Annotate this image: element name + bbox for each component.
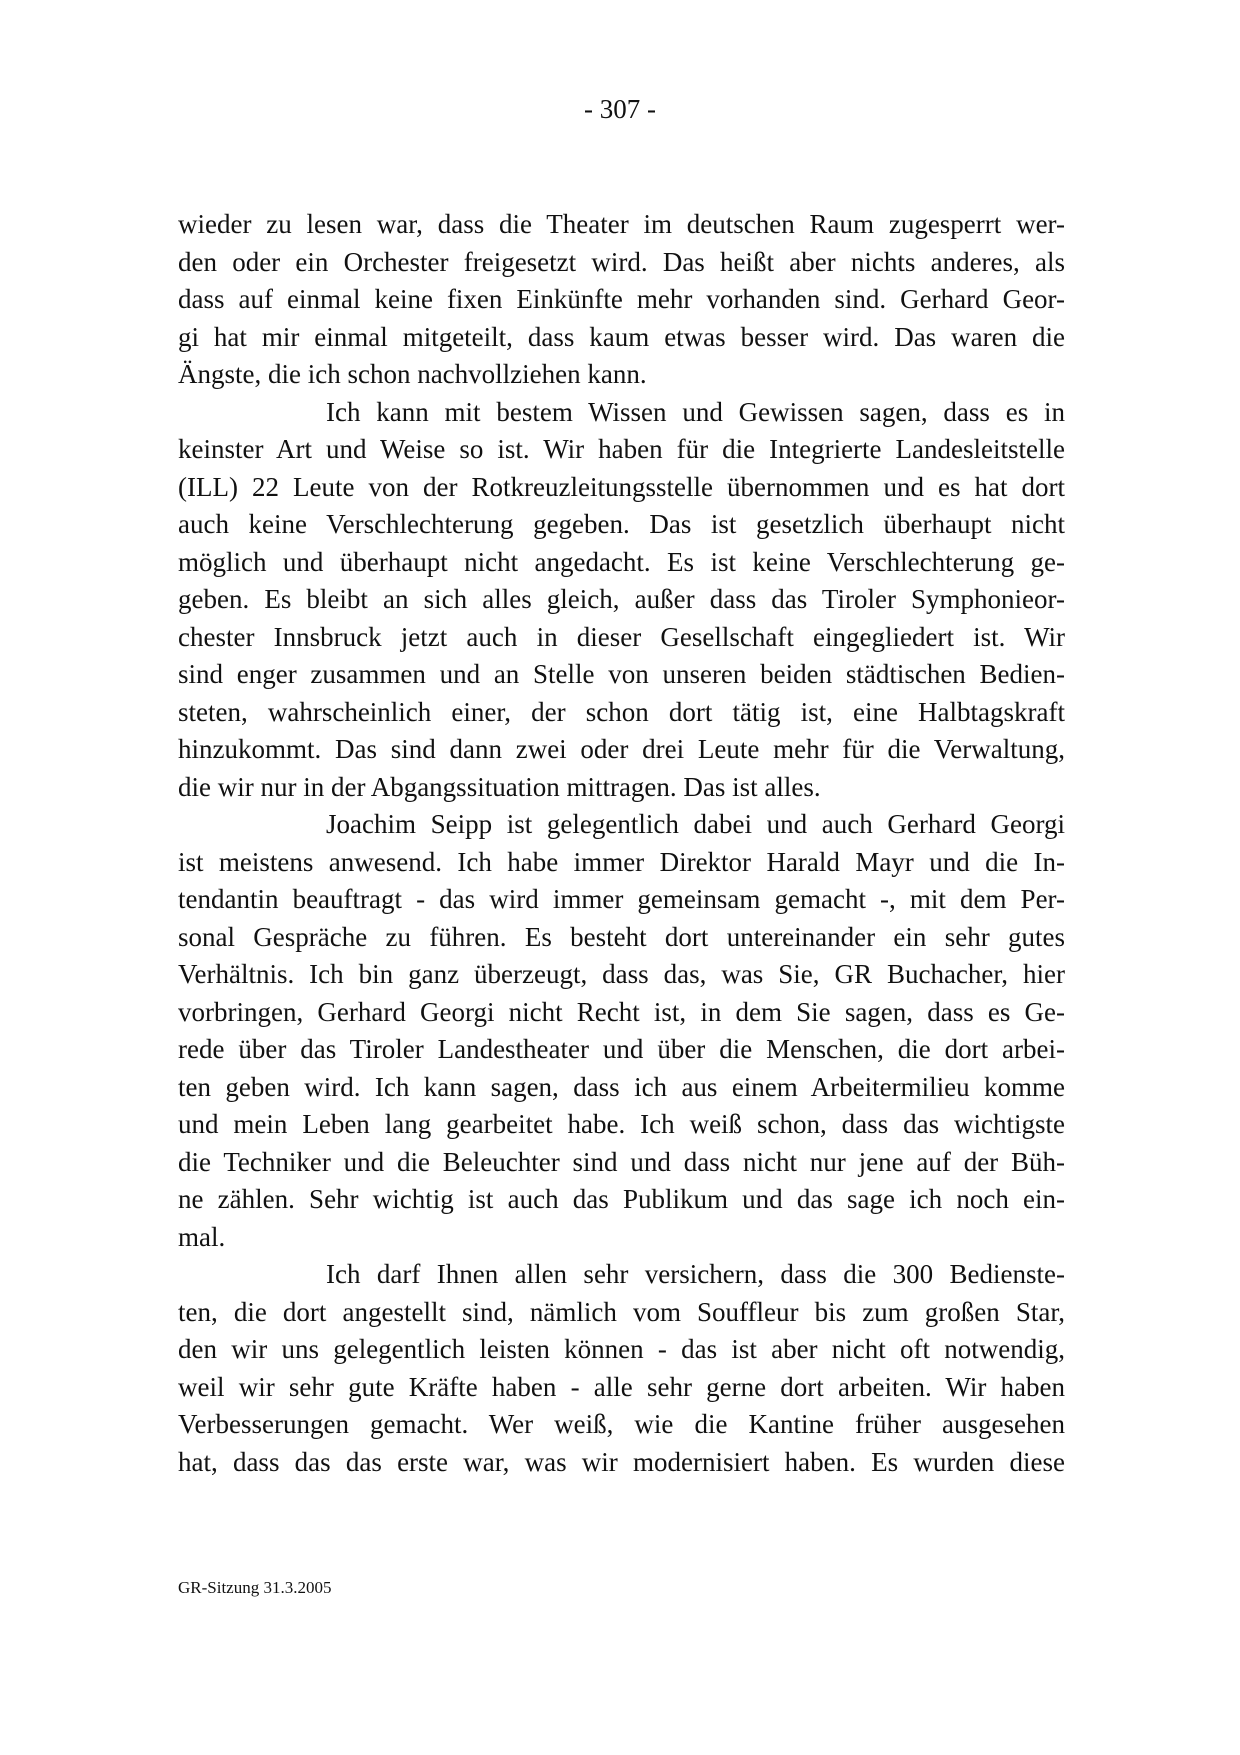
- text-line: tendantin beauftragt - das wird immer gemeinsam gemacht -, mit dem Per-: [178, 884, 1065, 914]
- text-line: wieder zu lesen war, dass die Theater im deutschen Raum zugesperrt wer-: [178, 209, 1065, 239]
- text-line: Joachim Seipp ist gelegentlich dabei und auch Gerhard Georgi: [326, 809, 1065, 839]
- text-line: gi hat mir einmal mitgeteilt, dass kaum etwas besser wird. Das waren die: [178, 321, 1065, 352]
- document-body: [178, 206, 1065, 1481]
- text-line: Ich kann mit bestem Wissen und Gewissen sagen, dass es in: [326, 396, 1065, 427]
- text-line: Verhältnis. Ich bin ganz überzeugt, dass das, was Sie, GR Buchacher, hier: [178, 959, 1065, 989]
- page-footer: GR-Sitzung 31.3.2005: [178, 1578, 332, 1597]
- text-line: weil wir sehr gute Kräfte haben - alle sehr gerne dort arbeiten. Wir haben: [178, 1371, 1065, 1402]
- text-line: die wir nur in der Abgangssituation mittragen. Das ist alles.: [178, 771, 821, 802]
- text-line: und mein Leben lang gearbeitet habe. Ich weiß schon, dass das wichtigste: [178, 1109, 1065, 1139]
- text-line: vorbringen, Gerhard Georgi nicht Recht ist, in dem Sie sagen, dass es Ge-: [178, 996, 1065, 1027]
- text-line: (ILL) 22 Leute von der Rotkreuzleitungsstelle übernommen und es hat dort: [178, 471, 1065, 502]
- text-line: die Techniker und die Beleuchter sind und dass nicht nur jene auf der Büh-: [178, 1146, 1065, 1177]
- text-line: geben. Es bleibt an sich alles gleich, außer dass das Tiroler Symphonieor-: [178, 584, 1065, 614]
- text-line: sonal Gespräche zu führen. Es besteht dort untereinander ein sehr gutes: [178, 921, 1065, 952]
- text-line: den wir uns gelegentlich leisten können - das ist aber nicht oft notwendig,: [178, 1334, 1065, 1364]
- paragraph: [178, 1256, 1065, 1481]
- text-line: dass auf einmal keine fixen Einkünfte mehr vorhanden sind. Gerhard Geor-: [178, 284, 1065, 314]
- text-line: möglich und überhaupt nicht angedacht. Es ist keine Verschlechterung ge-: [178, 546, 1065, 577]
- paragraph: [178, 394, 1065, 807]
- text-line: Ängste, die ich schon nachvollziehen kann.: [178, 359, 647, 389]
- text-line: Verbesserungen gemacht. Wer weiß, wie die Kantine früher ausgesehen: [178, 1409, 1065, 1439]
- text-line: rede über das Tiroler Landestheater und über die Menschen, die dort arbei-: [178, 1034, 1065, 1064]
- page-number: - 307 -: [584, 94, 656, 124]
- text-line: ne zählen. Sehr wichtig ist auch das Publikum und das sage ich noch ein-: [178, 1184, 1065, 1214]
- text-line: Ich darf Ihnen allen sehr versichern, dass die 300 Bedienste-: [326, 1259, 1065, 1289]
- text-line: ten geben wird. Ich kann sagen, dass ich aus einem Arbeitermilieu komme: [178, 1071, 1065, 1102]
- text-line: hinzukommt. Das sind dann zwei oder drei Leute mehr für die Verwaltung,: [178, 734, 1065, 764]
- text-line: keinster Art und Weise so ist. Wir haben für die Integrierte Landesleitstelle: [178, 434, 1065, 464]
- text-line: chester Innsbruck jetzt auch in dieser Gesellschaft eingegliedert ist. Wir: [178, 621, 1065, 652]
- text-line: mal.: [178, 1221, 226, 1252]
- text-line: sind enger zusammen und an Stelle von unseren beiden städtischen Bedien-: [178, 659, 1065, 689]
- text-line: steten, wahrscheinlich einer, der schon dort tätig ist, eine Halbtagskraft: [178, 696, 1065, 727]
- paragraph: [178, 206, 1065, 394]
- text-line: hat, dass das das erste war, was wir modernisiert haben. Es wurden diese: [178, 1446, 1065, 1477]
- paragraph: [178, 806, 1065, 1256]
- text-line: ten, die dort angestellt sind, nämlich vom Souffleur bis zum großen Star,: [178, 1296, 1065, 1327]
- text-line: den oder ein Orchester freigesetzt wird. Das heißt aber nichts anderes, als: [178, 246, 1065, 277]
- text-line: auch keine Verschlechterung gegeben. Das ist gesetzlich überhaupt nicht: [178, 509, 1065, 539]
- text-line: ist meistens anwesend. Ich habe immer Direktor Harald Mayr und die In-: [178, 846, 1065, 877]
